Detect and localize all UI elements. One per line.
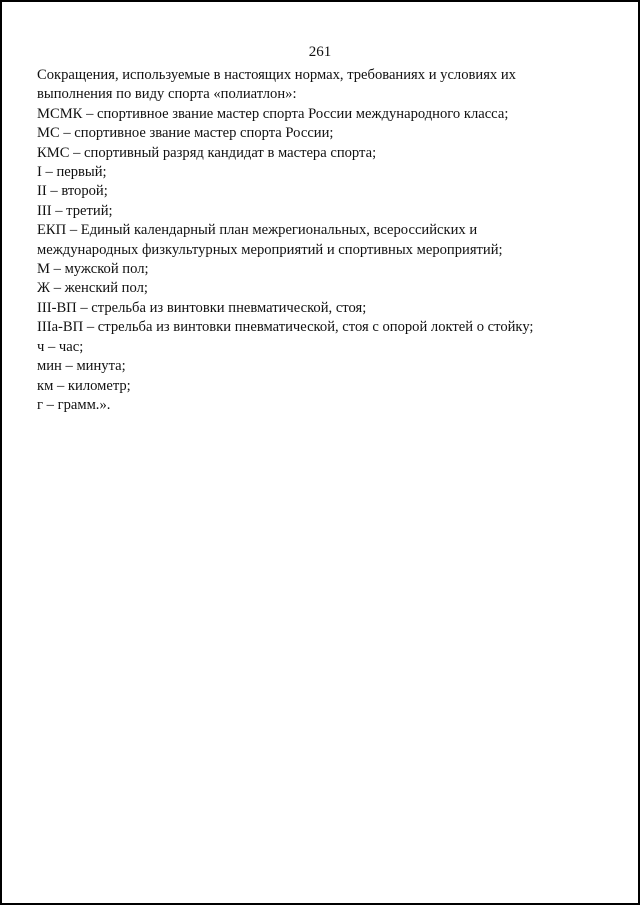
abbr-km: км – километр; — [37, 377, 131, 394]
abbr-iiia-vp: IIIа-ВП – стрельба из винтовки пневматической, стоя с опорой локтей о стойку; — [37, 319, 534, 336]
intro-line-1: Сокращения, используемые в настоящих нормах, требованиях и условиях их — [37, 67, 516, 83]
page-border-left — [0, 0, 2, 905]
page-border-top — [0, 0, 640, 2]
abbr-g: г – грамм.». — [37, 396, 111, 413]
abbr-i: I – первый; — [37, 164, 107, 181]
abbr-min: мин – минута; — [37, 358, 126, 375]
abbr-m: М – мужской пол; — [37, 261, 149, 278]
abbr-ms: МС – спортивное звание мастер спорта России; — [37, 125, 334, 142]
abbr-ekp-line-2: международных физкультурных мероприятий и спортивных мероприятий; — [37, 241, 503, 258]
abbr-kms: КМС – спортивный разряд кандидат в мастера спорта; — [37, 144, 377, 161]
abbr-ch: ч – час; — [37, 338, 84, 355]
abbr-ii: II – второй; — [37, 183, 108, 200]
abbr-zh: Ж – женский пол; — [37, 280, 148, 297]
abbr-iii: III – третий; — [37, 202, 113, 219]
abbreviations-list — [37, 66, 612, 415]
abbr-msmk: МСМК – спортивное звание мастер спорта России международного класса; — [37, 105, 509, 122]
abbr-iii-vp: III-ВП – стрельба из винтовки пневматической, стоя; — [37, 299, 367, 316]
abbr-ekp-line-1: ЕКП – Единый календарный план межрегиональных, всероссийских и — [37, 222, 478, 239]
intro-line-2: выполнения по виду спорта «полиатлон»: — [37, 86, 297, 103]
page-number: 261 — [308, 44, 332, 60]
